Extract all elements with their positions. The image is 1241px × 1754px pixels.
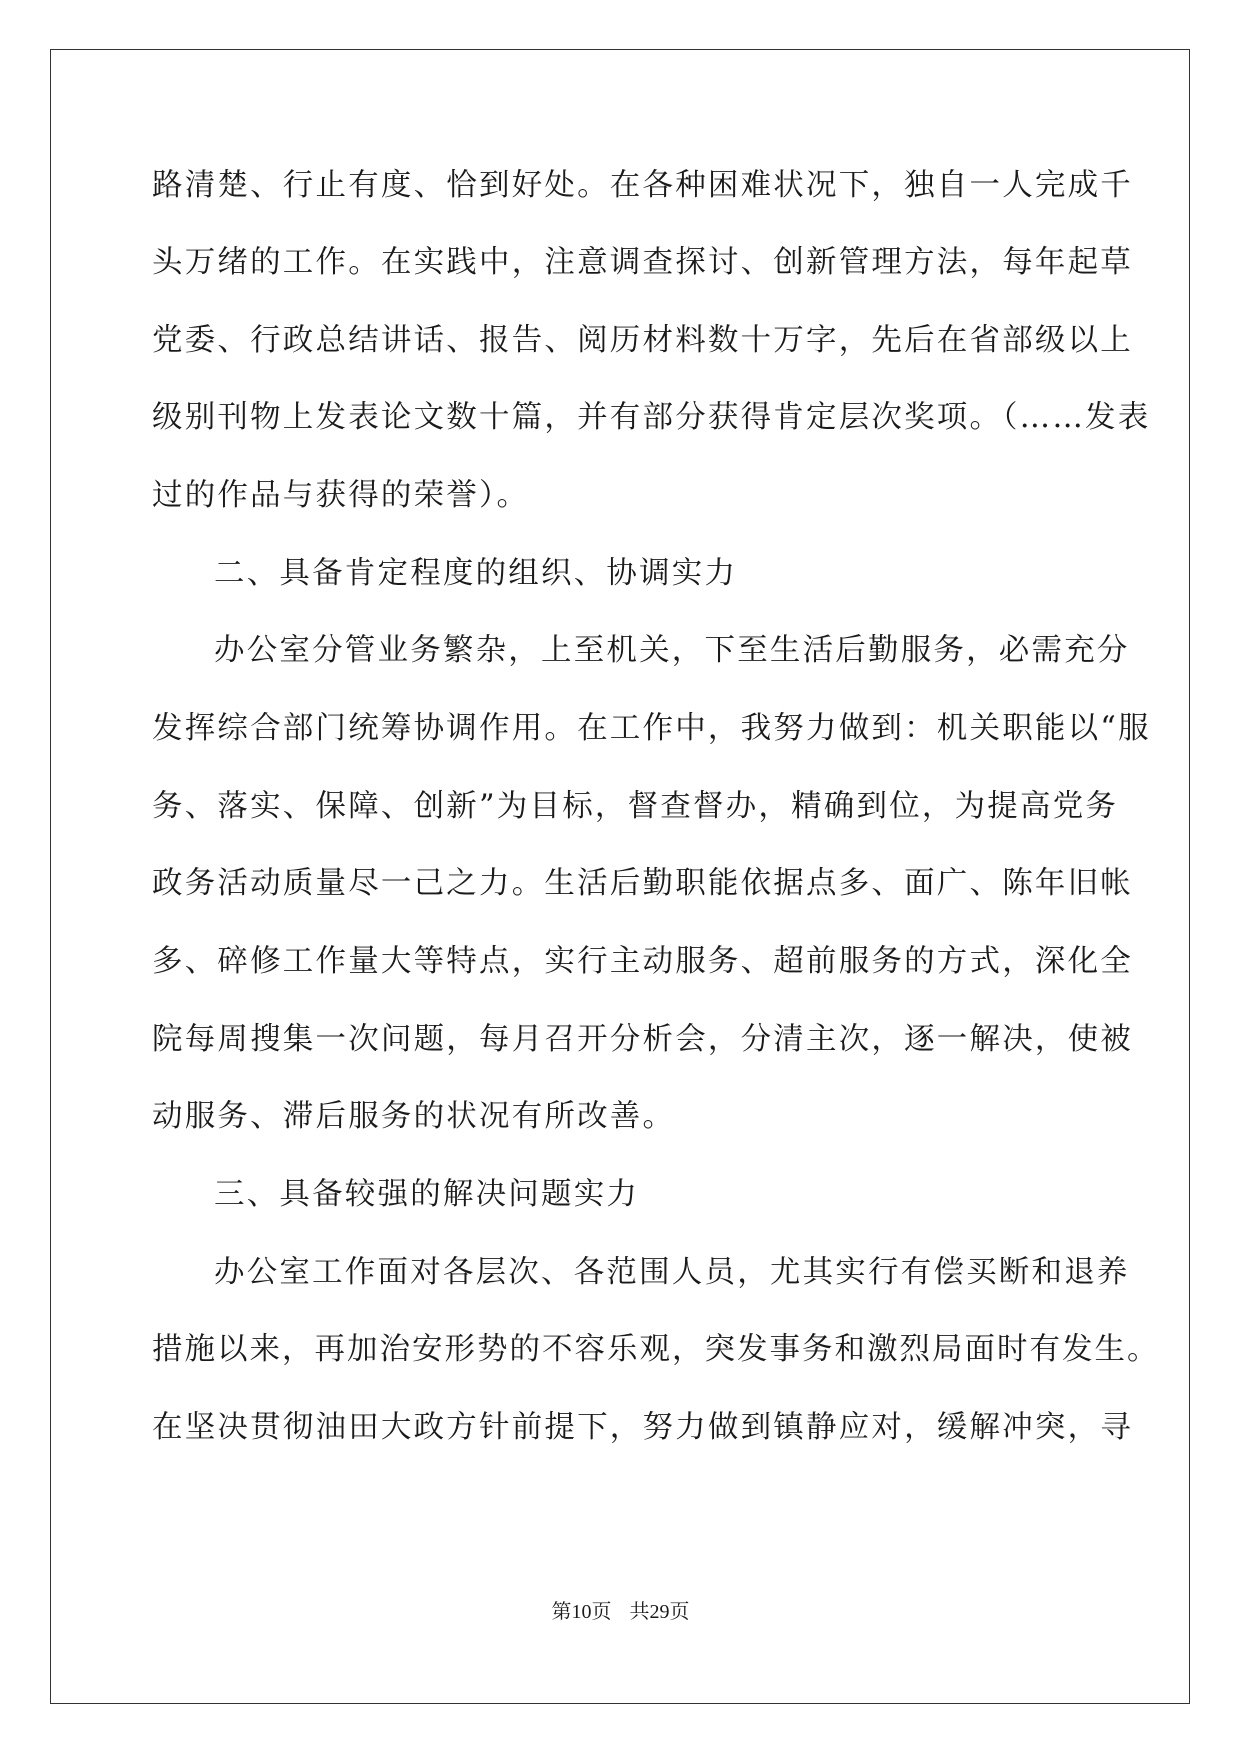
paragraph-line: 院每周搜集一次问题，每月召开分析会，分清主次，逐一解决，使被 bbox=[152, 1022, 1133, 1057]
paragraph-line: 在坚决贯彻油田大政方针前提下，努力做到镇静应对，缓解冲突，寻 bbox=[152, 1410, 1133, 1445]
paragraph-line: 过的作品与获得的荣誉）。 bbox=[152, 478, 530, 513]
paragraph-line: 措施以来，再加治安形势的不容乐观，突发事务和激烈局面时有发生。 bbox=[152, 1332, 1160, 1367]
section-heading: 二、具备肯定程度的组织、协调实力 bbox=[214, 556, 738, 591]
total-pages: 共29页 bbox=[629, 1601, 690, 1623]
paragraph-line: 发挥综合部门统筹协调作用。在工作中，我努力做到：机关职能以“服 bbox=[152, 711, 1151, 746]
paragraph-line: 党委、行政总结讲话、报告、阅历材料数十万字，先后在省部级以上 bbox=[152, 323, 1133, 358]
paragraph-line: 多、碎修工作量大等特点，实行主动服务、超前服务的方式，深化全 bbox=[152, 944, 1133, 979]
page-footer bbox=[0, 1599, 1241, 1625]
page-number: 第10页 bbox=[551, 1601, 612, 1623]
paragraph-line: 级别刊物上发表论文数十篇，并有部分获得肯定层次奖项。（……发表 bbox=[152, 400, 1151, 435]
section-heading: 三、具备较强的解决问题实力 bbox=[214, 1177, 640, 1212]
paragraph-line: 路清楚、行止有度、恰到好处。在各种困难状况下，独自一人完成千 bbox=[152, 168, 1133, 203]
paragraph-line: 动服务、滞后服务的状况有所改善。 bbox=[152, 1099, 676, 1134]
paragraph-line: 办公室分管业务繁杂，上至机关，下至生活后勤服务，必需充分 bbox=[214, 633, 1130, 668]
paragraph-line: 办公室工作面对各层次、各范围人员，尤其实行有偿买断和退养 bbox=[214, 1255, 1130, 1290]
paragraph-line: 务、落实、保障、创新”为目标，督查督办，精确到位，为提高党务 bbox=[152, 789, 1119, 824]
paragraph-line: 头万绪的工作。在实践中，注意调查探讨、创新管理方法，每年起草 bbox=[152, 245, 1133, 280]
paragraph-line: 政务活动质量尽一己之力。生活后勤职能依据点多、面广、陈年旧帐 bbox=[152, 866, 1133, 901]
